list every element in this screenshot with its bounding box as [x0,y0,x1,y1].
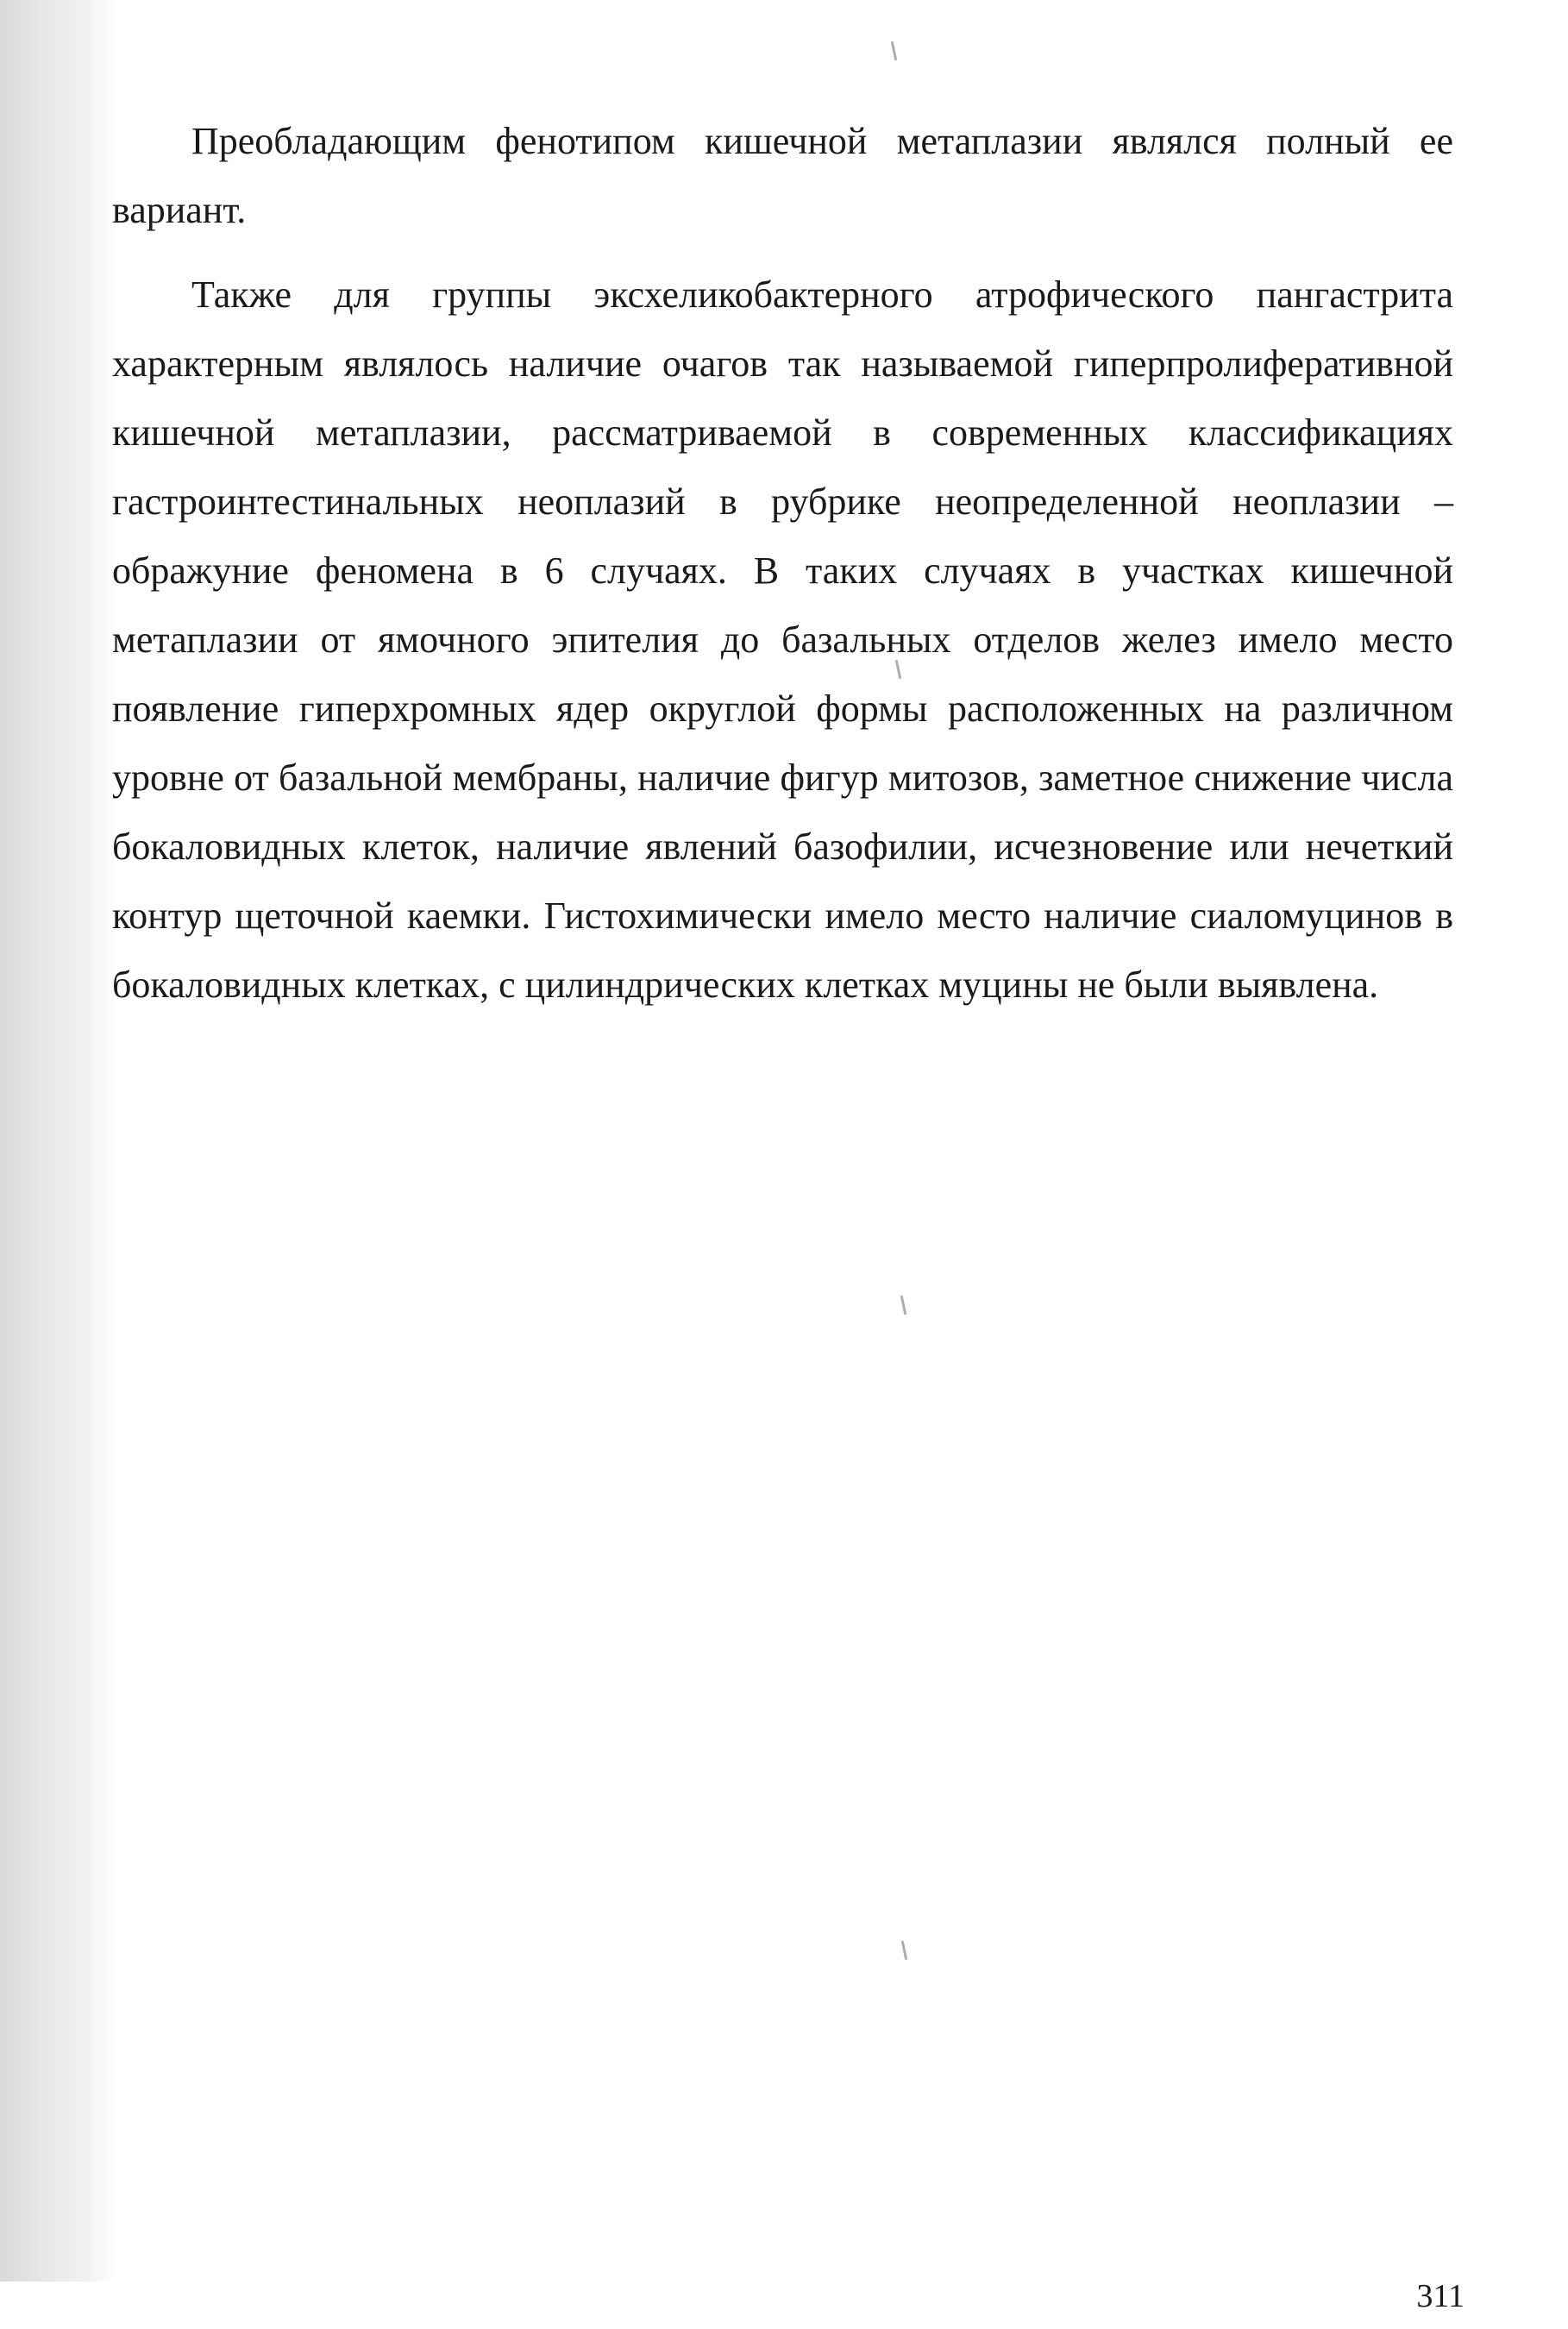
paragraph-1: Преобладающим фенотипом кишечной метаплазии являлся полный ее вариант. [112,120,1453,231]
scan-mark [901,1941,908,1960]
paragraph-2: Также для группы эксхеликобактерного атрофического пангастрита характерным являлось наличие очагов так называемой гиперпролиферативной кишечной метаплазии, рассматриваемой в современных классификациях гастроинтестинальных неоплазий в рубрике неопределенной неоплазии – ображуние феномена в 6 случаях. В таких случаях в участках кишечной метаплазии от ямочного эпителия до базальных отделов желез имело место появление гиперхромных ядер округлой формы расположенных на различном уровне от базальной мембраны, наличие фигур митозов, заметное снижение числа бокаловидных клеток, наличие явлений базофилии, исчезновение или нечеткий контур щеточной каемки. Гистохимически имело место наличие сиаломуцинов в бокаловидных клетках, с цилиндрических клетках муцины не были выявлена. [112,273,1453,1006]
paragraph-2-block [112,261,1453,1020]
paragraph-1-block [112,107,1453,245]
page-number: 311 [1416,2278,1465,2314]
scan-mark [891,41,898,60]
scan-mark [900,1296,907,1315]
